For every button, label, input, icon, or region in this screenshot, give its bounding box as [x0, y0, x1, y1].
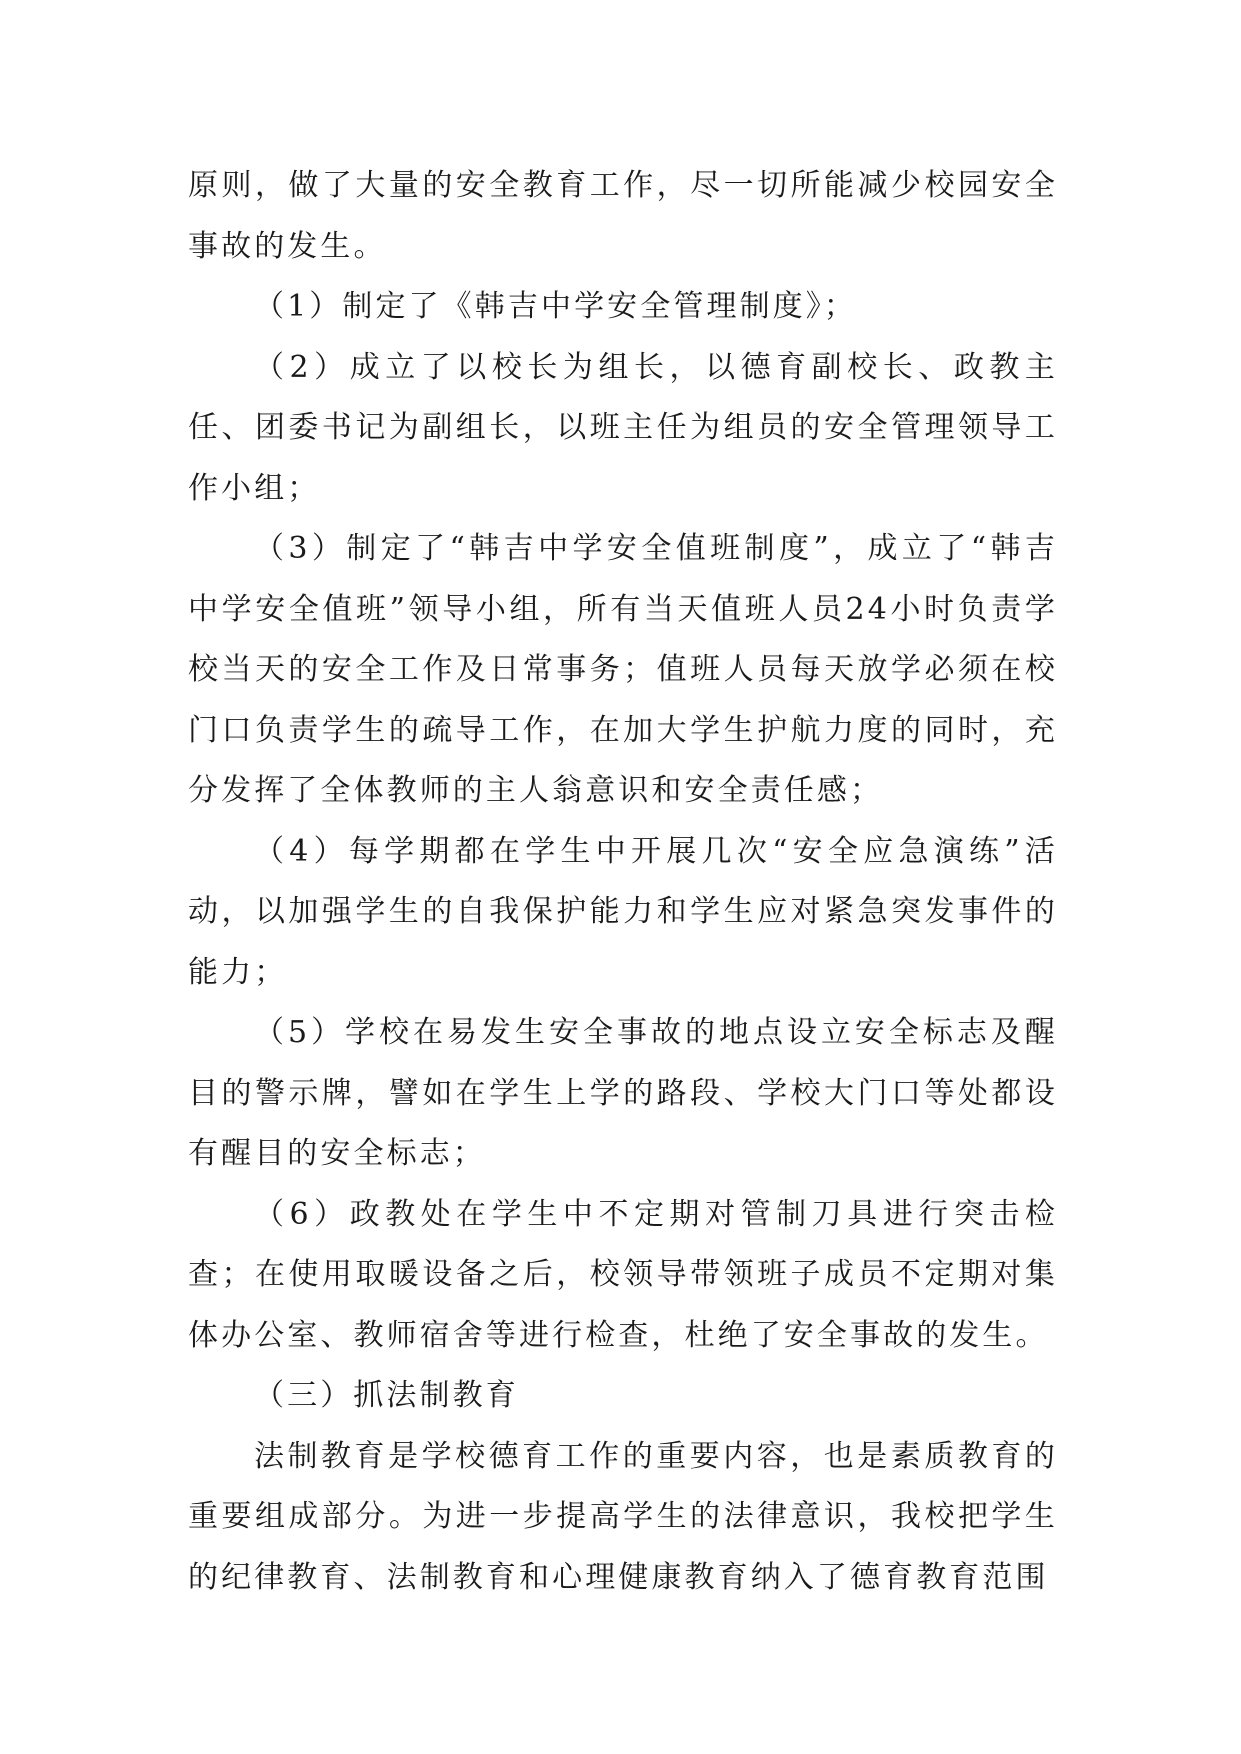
document-body [188, 156, 1058, 1608]
paragraph-item-2: （2）成立了以校长为组长，以德育副校长、政教主任、团委书记为副组长，以班主任为组员的安全管理领导工作小组； [188, 349, 1058, 506]
paragraph-safety-principle: 原则，做了大量的安全教育工作，尽一切所能减少校园安全事故的发生。 [188, 168, 1058, 264]
paragraph-item-3: （3）制定了“韩吉中学安全值班制度”，成立了“韩吉中学安全值班”领导小组，所有当天值班人员24小时负责学校当天的安全工作及日常事务；值班人员每天放学必须在校门口负责学生的疏导工作，在加大学生护航力度的同时，充分发挥了全体教师的主人翁意识和安全责任感； [188, 531, 1058, 808]
section-heading-legal-education: （三）抓法制教育 [254, 1378, 519, 1413]
paragraph-item-4: （4）每学期都在学生中开展几次“安全应急演练”活动，以加强学生的自我保护能力和学生应对紧急突发事件的能力； [188, 833, 1058, 990]
paragraph-item-6: （6）政教处在学生中不定期对管制刀具进行突击检查；在使用取暖设备之后，校领导带领班子成员不定期对集体办公室、教师宿舍等进行检查，杜绝了安全事故的发生。 [188, 1196, 1058, 1353]
paragraph-item-5: （5）学校在易发生安全事故的地点设立安全标志及醒目的警示牌，譬如在学生上学的路段、学校大门口等处都设有醒目的安全标志； [188, 1015, 1058, 1171]
paragraph-item-1: （1）制定了《韩吉中学安全管理制度》； [254, 289, 857, 324]
paragraph-legal-education: 法制教育是学校德育工作的重要内容，也是素质教育的重要组成部分。为进一步提高学生的法律意识，我校把学生的纪律教育、法制教育和心理健康教育纳入了德育教育范围 [188, 1438, 1058, 1595]
